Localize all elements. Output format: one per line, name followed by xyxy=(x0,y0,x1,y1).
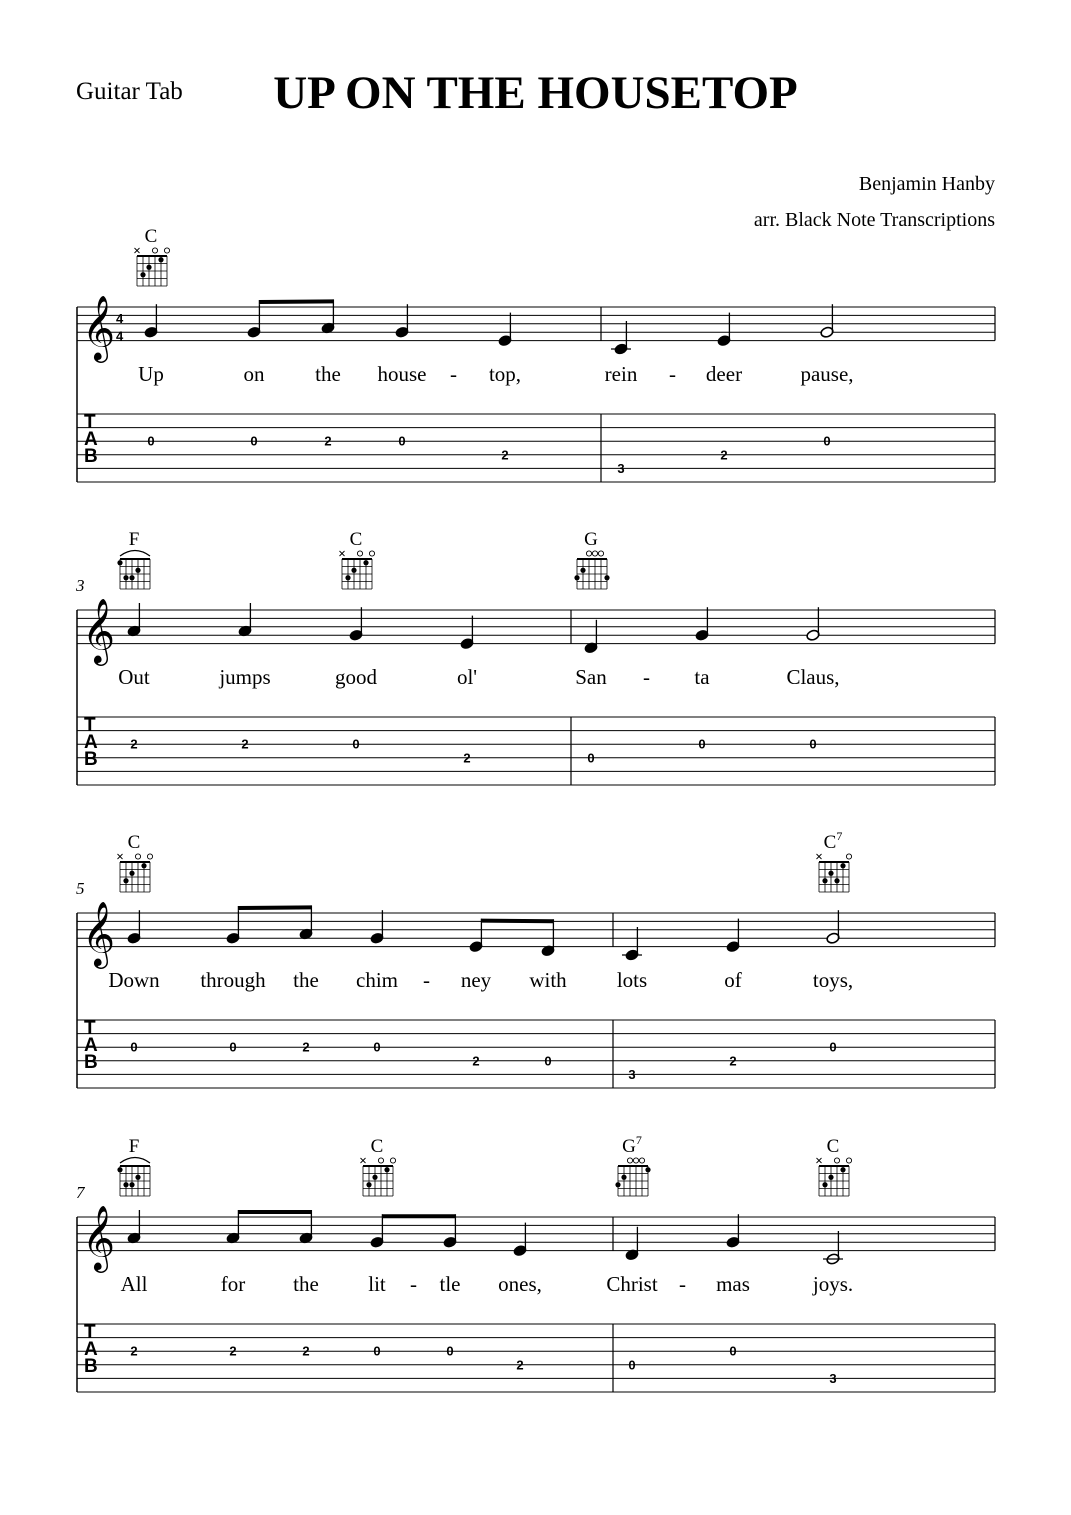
lyric-syllable: lots xyxy=(616,968,648,992)
tab-fret-number: 2 xyxy=(130,736,138,752)
tab-fret-number: 2 xyxy=(463,750,471,766)
lyric-hyphen: - xyxy=(450,362,457,386)
treble-clef: 𝄞 xyxy=(82,901,116,967)
tab-fret-number: 0 xyxy=(398,433,406,449)
tab-fret-number: 3 xyxy=(628,1066,636,1082)
beam xyxy=(259,299,333,304)
chord-diagram xyxy=(135,248,170,286)
lyric-syllable: chim xyxy=(356,968,398,992)
tab-fret-number: 3 xyxy=(829,1370,837,1386)
chord-name xyxy=(622,1133,642,1158)
lyric-syllable: rein xyxy=(604,362,638,386)
tab-fret-number: 2 xyxy=(720,447,728,463)
chord-diagram xyxy=(117,1158,150,1197)
chord-root: F xyxy=(128,529,140,550)
tab-fret-number: 0 xyxy=(587,750,595,766)
chord-name xyxy=(827,1136,840,1158)
tab-fret-number: 2 xyxy=(241,736,249,752)
time-signature-top: 4 xyxy=(116,310,124,326)
lyric-syllable: the xyxy=(293,1272,319,1296)
tab-clef-letter: A xyxy=(84,429,98,450)
chord-name xyxy=(129,529,140,551)
lyric-syllable: jumps xyxy=(219,665,271,689)
lyric-syllable: pause, xyxy=(800,362,854,386)
lyric-syllable: ta xyxy=(694,665,710,689)
tab-fret-number: 0 xyxy=(829,1039,837,1055)
tab-fret-number: 0 xyxy=(809,736,817,752)
tab-clef-letter: T xyxy=(84,1322,96,1343)
chord-diagram xyxy=(340,551,375,589)
chord-diagram xyxy=(118,854,153,892)
system-1 xyxy=(0,222,1071,522)
lyric-hyphen: - xyxy=(423,968,430,992)
lyric-syllable: of xyxy=(724,968,742,992)
tab-fret-number: 0 xyxy=(130,1039,138,1055)
lyric-syllable: Out xyxy=(118,665,150,689)
chord-name xyxy=(823,829,843,854)
tab-clef-letter: T xyxy=(84,715,96,736)
chord-name xyxy=(129,1136,140,1158)
lyric-syllable: top, xyxy=(488,362,522,386)
chord-diagram xyxy=(361,1158,396,1196)
tab-fret-number: 0 xyxy=(373,1343,381,1359)
lyric-syllable: the xyxy=(315,362,341,386)
tab-fret-number: 2 xyxy=(516,1357,524,1373)
beam xyxy=(238,1210,311,1214)
tab-fret-number: 0 xyxy=(698,736,706,752)
chord-diagram xyxy=(574,551,609,589)
chord-root: F xyxy=(128,1136,140,1157)
tab-fret-number: 2 xyxy=(302,1039,310,1055)
tab-fret-number: 2 xyxy=(729,1053,737,1069)
measure-number: 7 xyxy=(76,1183,85,1202)
beam xyxy=(382,1214,455,1218)
chord-root: G xyxy=(622,1136,636,1157)
lyric-hyphen: - xyxy=(669,362,676,386)
lyric-syllable: good xyxy=(335,665,377,689)
tab-fret-number: 0 xyxy=(729,1343,737,1359)
lyric-syllable: toys, xyxy=(812,968,854,992)
tab-fret-number: 0 xyxy=(446,1343,454,1359)
lyric-syllable: on xyxy=(243,362,265,386)
chord-diagram xyxy=(615,1158,650,1196)
lyric-syllable: house xyxy=(377,362,427,386)
chord-diagram xyxy=(817,1158,852,1196)
tab-fret-number: 0 xyxy=(147,433,155,449)
tab-fret-number: 0 xyxy=(352,736,360,752)
chord-root: C xyxy=(127,832,141,853)
tab-fret-number: 0 xyxy=(628,1357,636,1373)
chord-root: C xyxy=(826,1136,840,1157)
system-notation xyxy=(0,525,1071,825)
tab-clef-letter: T xyxy=(84,412,96,433)
tab-clef-letter: T xyxy=(84,1018,96,1039)
measure-number: 3 xyxy=(76,576,85,595)
chord-extension: 7 xyxy=(836,829,843,843)
tab-fret-number: 2 xyxy=(501,447,509,463)
tab-clef-letter: A xyxy=(84,732,98,753)
lyric-syllable: Up xyxy=(138,362,164,386)
measure-number: 5 xyxy=(76,879,85,898)
beam xyxy=(238,905,311,910)
chord-root: G xyxy=(584,529,598,550)
chord-root: C xyxy=(370,1136,384,1157)
composer: Benjamin Hanby xyxy=(858,173,995,195)
lyric-syllable: ol' xyxy=(456,665,478,689)
lyric-syllable: ney xyxy=(460,968,492,992)
lyric-syllable: All xyxy=(120,1272,148,1296)
system-2 xyxy=(0,525,1071,825)
tab-fret-number: 0 xyxy=(544,1053,552,1069)
arranger: arr. Black Note Transcriptions xyxy=(753,209,995,231)
chord-name xyxy=(584,529,598,551)
lyric-syllable: deer xyxy=(705,362,743,386)
chord-root: C xyxy=(144,226,158,247)
lyric-syllable: through xyxy=(200,968,266,992)
lyric-syllable: for xyxy=(220,1272,246,1296)
tab-fret-number: 2 xyxy=(302,1343,310,1359)
chord-diagram xyxy=(817,854,852,892)
treble-clef: 𝄞 xyxy=(82,295,116,361)
tab-fret-number: 2 xyxy=(324,433,332,449)
tab-fret-number: 0 xyxy=(823,433,831,449)
lyric-syllable: Claus, xyxy=(786,665,840,689)
treble-clef: 𝄞 xyxy=(82,1205,116,1271)
system-4 xyxy=(0,1132,1071,1432)
subtitle: Guitar Tab xyxy=(76,78,183,105)
chord-root: C xyxy=(823,832,837,853)
tab-fret-number: 0 xyxy=(373,1039,381,1055)
tab-fret-number: 0 xyxy=(229,1039,237,1055)
chord-extension: 7 xyxy=(635,1133,642,1147)
chord-name xyxy=(128,832,141,854)
tab-fret-number: 2 xyxy=(130,1343,138,1359)
lyric-syllable: Down xyxy=(108,968,160,992)
lyric-syllable: Christ xyxy=(606,1272,658,1296)
lyric-syllable: lit xyxy=(368,1272,386,1296)
tab-fret-number: 3 xyxy=(617,460,625,476)
lyric-hyphen: - xyxy=(410,1272,417,1296)
lyric-hyphen: - xyxy=(679,1272,686,1296)
beam xyxy=(481,919,553,924)
lyric-syllable: mas xyxy=(716,1272,750,1296)
tab-clef-letter: B xyxy=(84,1356,98,1377)
lyric-syllable: joys. xyxy=(812,1272,854,1296)
lyric-syllable: with xyxy=(529,968,567,992)
chord-name xyxy=(350,529,363,551)
chord-name xyxy=(371,1136,384,1158)
chord-name xyxy=(145,226,158,248)
tab-clef-letter: B xyxy=(84,1052,98,1073)
tab-clef-letter: B xyxy=(84,446,98,467)
lyric-syllable: San xyxy=(575,665,607,689)
tab-fret-number: 2 xyxy=(472,1053,480,1069)
lyric-syllable: the xyxy=(293,968,319,992)
tab-clef-letter: A xyxy=(84,1035,98,1056)
lyric-syllable: ones, xyxy=(498,1272,542,1296)
chord-root: C xyxy=(349,529,363,550)
system-3 xyxy=(0,828,1071,1128)
tab-clef-letter: A xyxy=(84,1339,98,1360)
tab-fret-number: 2 xyxy=(229,1343,237,1359)
time-signature-bottom: 4 xyxy=(116,328,124,344)
tab-fret-number: 0 xyxy=(250,433,258,449)
lyric-syllable: tle xyxy=(439,1272,461,1296)
treble-clef: 𝄞 xyxy=(82,598,116,664)
page-title: UP ON THE HOUSETOP xyxy=(273,67,798,119)
chord-diagram xyxy=(117,551,150,590)
tab-clef-letter: B xyxy=(84,749,98,770)
lyric-hyphen: - xyxy=(643,665,650,689)
